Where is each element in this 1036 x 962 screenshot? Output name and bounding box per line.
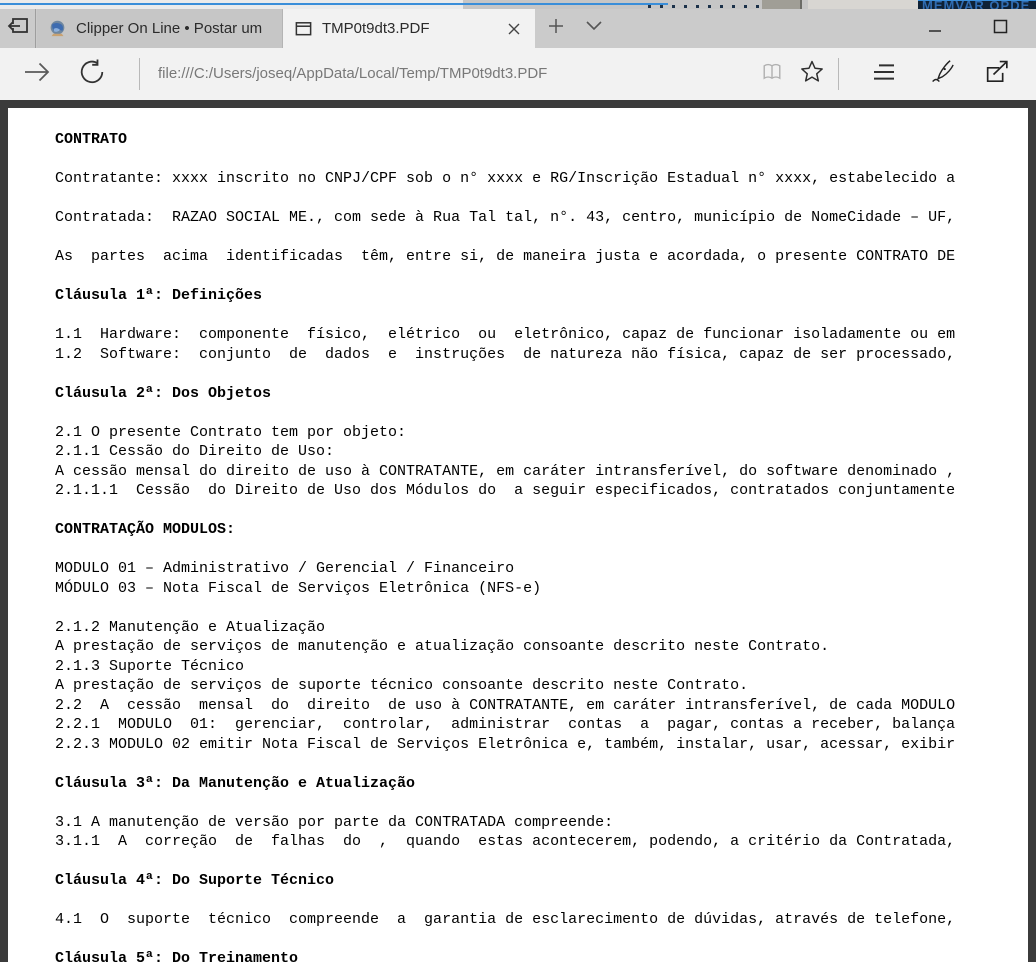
share-icon [981, 57, 1011, 92]
document-line [55, 403, 1028, 423]
document-line: 2.1 O presente Contrato tem por objeto: [55, 423, 407, 441]
background-code-area [918, 0, 1036, 9]
minimize-icon [928, 20, 942, 38]
document-line: 2.1.2 Manutenção e Atualização [55, 618, 326, 636]
tabs-aside-icon [5, 14, 31, 43]
document-line: CONTRATO [55, 131, 128, 148]
document-line [55, 852, 1028, 872]
maximize-button[interactable] [977, 9, 1023, 48]
share-button[interactable] [976, 56, 1016, 92]
favorites-star-button[interactable] [792, 56, 832, 92]
document-line: 4.1 O suporte técnico compreende a garantia de esclarecimento de dúvidas, através de telefone, [55, 911, 956, 928]
document-line [55, 793, 1028, 813]
web-note-button[interactable] [921, 56, 961, 92]
hub-lines-icon [869, 59, 899, 90]
document-line: As partes acima identificadas têm, entre si, de maneira justa e acordada, o presente CONTRATO DE [55, 248, 956, 265]
divider [139, 58, 140, 90]
document-line [55, 754, 1028, 774]
document-line: 1.1 Hardware: componente físico, elétrico ou eletrônico, capaz de funcionar isoladamente ou em [55, 326, 956, 343]
address-bar-row [0, 48, 1036, 100]
hub-button[interactable] [864, 56, 904, 92]
background-window-strip [0, 0, 1036, 9]
minimize-button[interactable] [912, 9, 958, 48]
document-line: 2.1.1 Cessão do Direito de Uso: [55, 443, 335, 460]
document-line: 2.1.1.1 Cessão do Direito de Uso dos Módulos do a seguir especificados, contratados conjuntamente [55, 482, 956, 499]
document-line [55, 540, 1028, 560]
document-line [55, 306, 1028, 326]
pdf-page [8, 108, 1028, 962]
document-line: A cessão mensal do direito de uso à CONTRATANTE, em caráter intransferível, do software denominado , [55, 462, 956, 480]
document-line [55, 930, 1028, 950]
plus-icon [547, 17, 565, 40]
document-line: Contratante: xxxx inscrito no CNPJ/CPF sob o n° xxxx e RG/Inscrição Estadual n° xxxx, estabelecido a [55, 170, 956, 187]
document-line: Contratada: RAZAO SOCIAL ME., com sede à Rua Tal tal, n°. 43, centro, município de NomeCidade – UF, [55, 209, 956, 226]
pdf-viewer[interactable] [0, 100, 1036, 962]
document-line: CONTRATAÇÃO MODULOS: [55, 521, 236, 538]
refresh-icon [78, 58, 106, 91]
tab-close-button[interactable] [503, 18, 525, 40]
reading-view-button[interactable] [752, 56, 792, 92]
document-lines [8, 108, 1028, 962]
document-line: Cláusula 5ª: Do Treinamento [55, 950, 299, 962]
document-line: A prestação de serviços de suporte técnico consoante descrito neste Contrato. [55, 677, 749, 694]
book-icon [757, 58, 787, 91]
background-code-text: MEMVAR OPDE [922, 0, 1031, 9]
document-line: 1.2 Software: conjunto de dados e instruções de natureza não física, capaz de ser processado, [55, 345, 956, 363]
document-line [55, 189, 1028, 209]
tab-bar [0, 9, 1036, 48]
divider [838, 58, 839, 90]
document-line: A prestação de serviços de manutenção e atualização consoante descrito neste Contrato. [55, 638, 830, 655]
maximize-icon [993, 19, 1008, 39]
document-line [55, 598, 1028, 618]
address-input[interactable]: file:///C:/Users/joseq/AppData/Local/Temp/TMP0t9dt3.PDF [158, 65, 548, 82]
document-line: MODULO 01 – Administrativo / Gerencial / Financeiro [55, 560, 515, 577]
document-line: 3.1.1 A correção de falhas do , quando estas acontecerem, podendo, a critério da Contratada, [55, 833, 956, 850]
document-line: Cláusula 3ª: Da Manutenção e Atualização [55, 774, 416, 792]
document-line [55, 228, 1028, 248]
document-line: 3.1 A manutenção de versão por parte da CONTRATADA compreende: [55, 813, 614, 831]
background-accent-line [0, 3, 668, 5]
background-block [762, 0, 802, 9]
document-line: MÓDULO 03 – Nota Fiscal de Serviços Eletrônica (NFS-e) [55, 579, 542, 597]
tab-pdf-active[interactable] [283, 9, 535, 48]
document-line [55, 891, 1028, 911]
chevron-down-icon [585, 19, 603, 38]
document-line [55, 150, 1028, 170]
tab-clipper-online[interactable] [37, 9, 283, 48]
document-line: Cláusula 4ª: Do Suporte Técnico [55, 872, 335, 889]
new-tab-button[interactable] [541, 9, 571, 48]
document-line: 2.2.1 MODULO 01: gerenciar, controlar, administrar contas a pagar, contas a receber, balança [55, 716, 956, 733]
document-line [55, 267, 1028, 287]
page-icon [293, 19, 313, 39]
document-line [55, 364, 1028, 384]
set-tabs-aside-button[interactable] [0, 9, 36, 48]
forward-button[interactable] [17, 56, 57, 92]
document-line: 2.2.3 MODULO 02 emitir Nota Fiscal de Serviços Eletrônica e, também, instalar, usar, acessar, exibir [55, 735, 956, 753]
pen-icon [926, 57, 956, 92]
refresh-button[interactable] [72, 56, 112, 92]
document-line: Cláusula 2ª: Dos Objetos [55, 384, 272, 402]
document-line: Cláusula 1ª: Definições [55, 287, 263, 304]
background-block [808, 0, 918, 9]
star-icon [797, 57, 827, 92]
document-line: 2.1.3 Suporte Técnico [55, 657, 245, 675]
tab-preview-button[interactable] [578, 9, 610, 48]
globe-icon [47, 19, 67, 39]
document-line: 2.2 A cessão mensal do direito de uso à CONTRATANTE, em caráter intransferível, de cada MODULO [55, 696, 956, 714]
background-clipped-text [648, 5, 760, 8]
tab-title: TMP0t9dt3.PDF [322, 20, 430, 37]
document-line [55, 501, 1028, 521]
tab-title: Clipper On Line • Postar um [76, 20, 263, 37]
forward-arrow-icon [22, 59, 52, 90]
